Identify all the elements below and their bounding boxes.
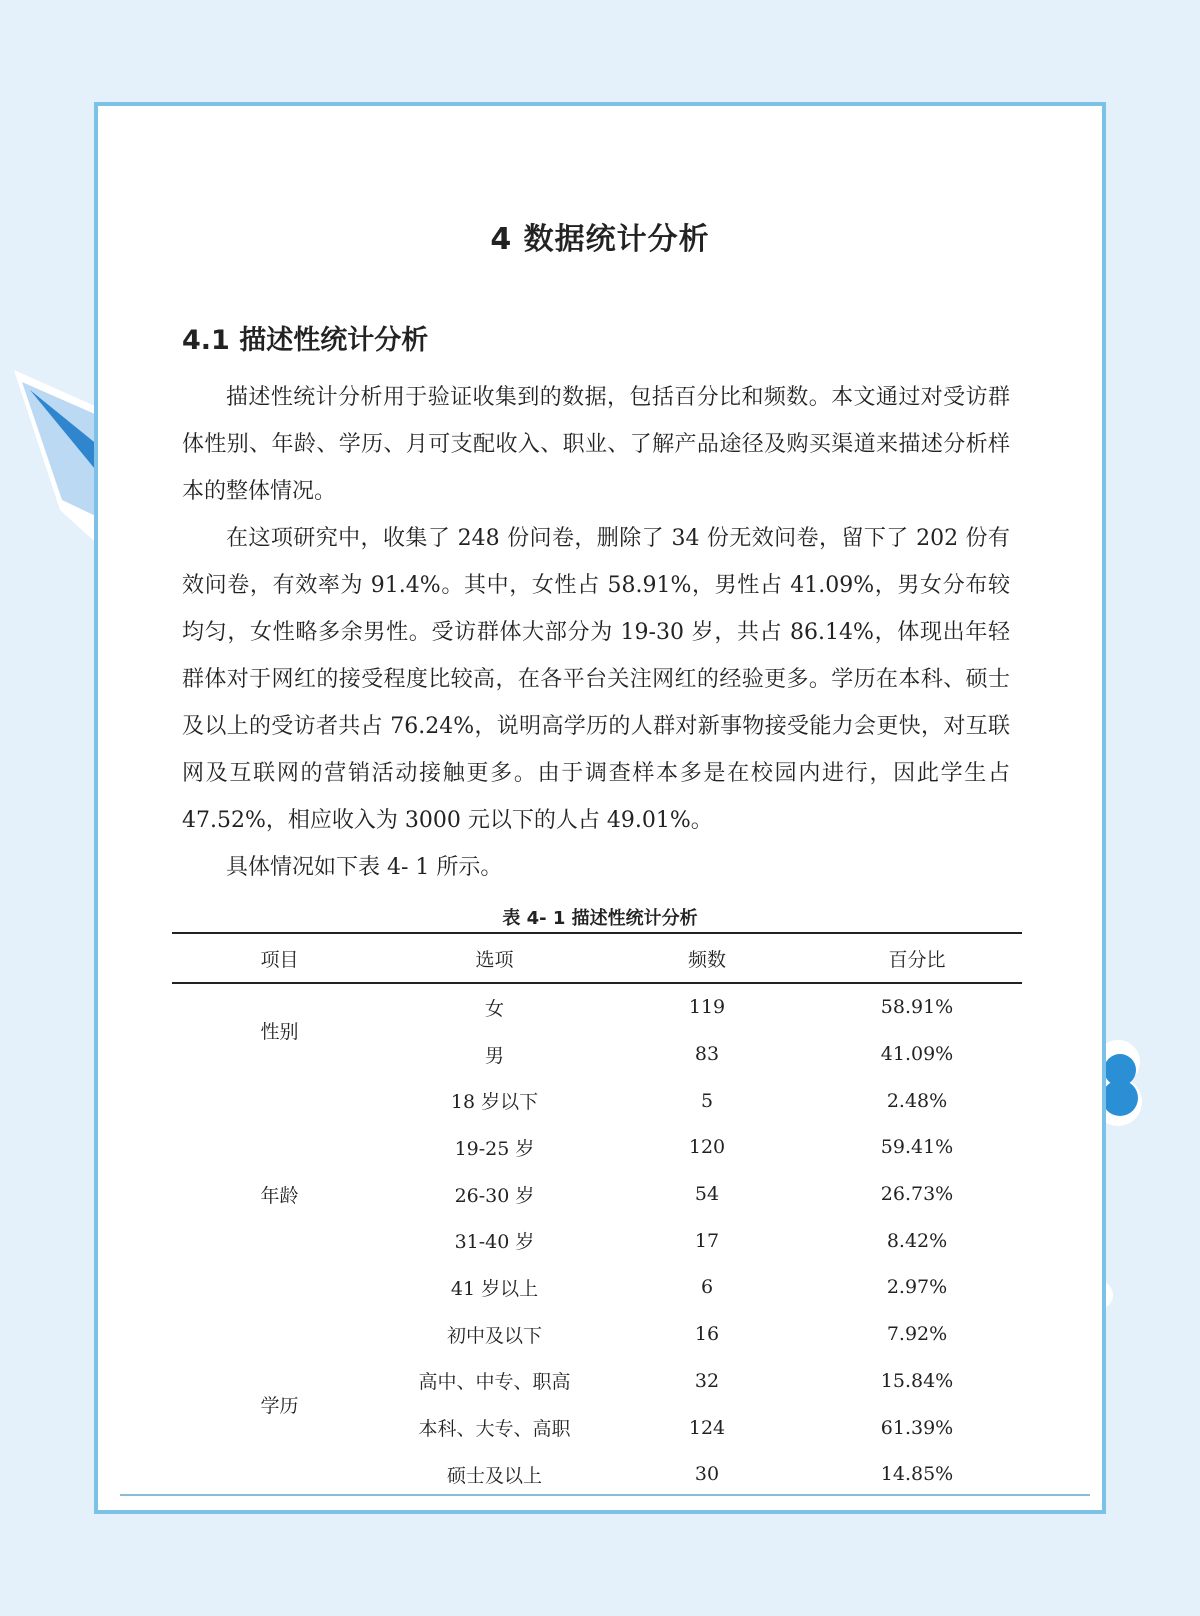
table-row [172, 983, 1022, 1031]
count-cell: 124 [688, 1416, 726, 1439]
paragraph: 在这项研究中，收集了 248 份问卷，删除了 34 份无效问卷，留下了 202 份有效问卷，有效率为 91.4%。其中，女性占 58.91%，男性占 41.09%，男女分布较均匀，女性略多余男性。受访群体大部分为 19-30 岁，共占 86.14%，体现出年轻群体对于网红的接受程度比较高，在各平台关注网红的经验更多。学历在本科、硕士及以上的受访者共占 76.24%，说明高学历的人群对新事物接受能力会更快，对互联网及互联网的营销活动接触更多。由于调查样本多是在校园内进行，因此学生占 47.52%，相应收入为 3000 元以下的人占 49.01%。 [182, 526, 1010, 833]
option-cell: 26-30 岁 [454, 1184, 535, 1207]
percent-cell: 41.09% [880, 1043, 954, 1066]
option-cell: 女 [484, 997, 504, 1020]
option-cell: 高中、中专、职高 [418, 1371, 571, 1394]
header-item: 项目 [172, 933, 387, 983]
section-title: 4.1 描述性统计分析 [182, 325, 429, 356]
percent-cell: 15.84% [880, 1369, 954, 1392]
table-row [172, 1077, 1022, 1124]
option-cell: 19-25 岁 [454, 1137, 535, 1160]
percent-cell: 61.39% [880, 1416, 954, 1439]
percent-cell: 59.41% [880, 1136, 954, 1159]
option-cell: 41 岁以上 [450, 1277, 539, 1300]
count-cell: 120 [688, 1136, 726, 1159]
count-cell: 17 [694, 1229, 720, 1252]
percent-cell: 7.92% [886, 1323, 948, 1346]
percent-cell: 2.97% [886, 1276, 948, 1299]
category-age: 年龄 [260, 1184, 299, 1207]
percent-cell: 26.73% [880, 1183, 954, 1206]
header-count: 频数 [602, 933, 812, 983]
paragraph: 具体情况如下表 4- 1 所示。 [226, 855, 503, 880]
option-cell: 初中及以下 [446, 1324, 542, 1347]
percent-cell: 2.48% [886, 1089, 948, 1112]
table-header-row [172, 933, 1022, 983]
percent-cell: 8.42% [886, 1229, 948, 1252]
count-cell: 6 [700, 1276, 714, 1299]
option-cell: 硕士及以上 [446, 1464, 542, 1487]
count-cell: 54 [694, 1183, 720, 1206]
category-education: 学历 [260, 1394, 299, 1417]
statistics-table [172, 932, 1022, 1498]
option-cell: 31-40 岁 [454, 1231, 535, 1254]
table-row [172, 1311, 1022, 1358]
table-caption: 表 4- 1 描述性统计分析 [502, 908, 698, 929]
chapter-title: 4 数据统计分析 [490, 222, 710, 257]
count-cell: 83 [694, 1043, 720, 1066]
paragraph-1-block [182, 374, 1010, 891]
count-cell: 32 [694, 1369, 720, 1392]
category-gender: 性别 [260, 1021, 299, 1044]
count-cell: 30 [694, 1463, 720, 1486]
count-cell: 119 [688, 996, 726, 1019]
header-option: 选项 [387, 933, 602, 983]
percent-cell: 58.91% [880, 996, 954, 1019]
option-cell: 本科、大专、高职 [418, 1418, 571, 1441]
paragraph: 描述性统计分析用于验证收集到的数据，包括百分比和频数。本文通过对受访群体性别、年龄、学历、月可支配收入、职业、了解产品途径及购买渠道来描述分析样本的整体情况。 [182, 385, 1010, 504]
percent-cell: 14.85% [880, 1463, 954, 1486]
option-cell: 18 岁以下 [450, 1091, 539, 1114]
count-cell: 5 [700, 1089, 714, 1112]
count-cell: 16 [694, 1323, 720, 1346]
option-cell: 男 [484, 1044, 504, 1067]
header-percent: 百分比 [812, 933, 1022, 983]
